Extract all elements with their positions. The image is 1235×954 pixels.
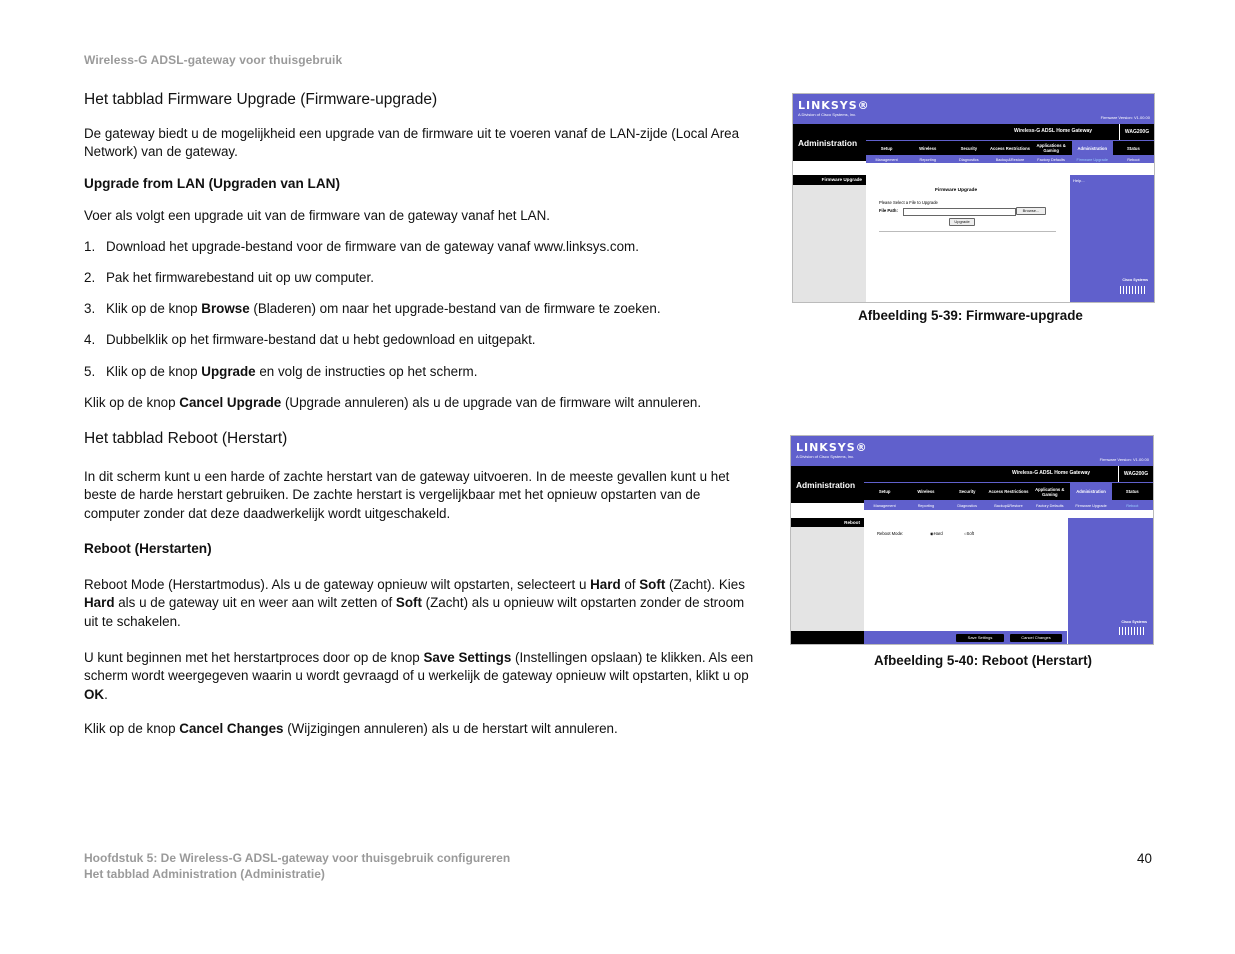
main-tabs <box>866 141 1154 155</box>
linksys-logo: LINKSYS® <box>798 99 870 112</box>
footer-chapter: Hoofdstuk 5: De Wireless-G ADSL-gateway voor thuisgebruik configureren <box>84 851 511 865</box>
side-title: Reboot <box>791 518 864 527</box>
tab-setup[interactable]: Setup <box>878 489 891 494</box>
radio-selected-icon: ◉ <box>930 531 934 536</box>
tab-administration[interactable]: Administration <box>1072 141 1113 155</box>
step-text <box>106 331 536 349</box>
main-panel <box>864 518 1067 631</box>
text: . <box>104 686 108 702</box>
bold-text: Save Settings <box>423 650 512 665</box>
model-number: WAG200G <box>1119 124 1154 140</box>
reboot-mode-paragraph <box>84 576 759 631</box>
reboot-intro-text: In dit scherm kunt u een harde of zachte herstart van de gateway uitvoeren. In de meeste gevallen kunt u het beste de harde herstart gebruiken. De zachte herstart is vergelijkbaar met het opnieuw opstarten van de computer zonder dat deze daadwerkelijk wordt uitgeschakeld. <box>84 469 730 521</box>
subtab-reporting[interactable]: Reporting <box>919 157 936 162</box>
product-bar <box>866 124 1154 140</box>
spacer <box>793 163 1154 175</box>
reboot-subheading: Reboot (Herstarten) <box>84 541 212 556</box>
reboot-screenshot <box>790 435 1154 645</box>
cisco-logo: Cisco Systems <box>1121 620 1147 624</box>
cisco-logo: Cisco Systems <box>1122 278 1148 282</box>
subtab-backup-restore[interactable]: Backup&Restore <box>994 503 1023 508</box>
firmware-intro-text: De gateway biedt u de mogelijkheid een upgrade van de firmware uit te voeren vanaf de LAN-zijde (Local Area Network) van de gateway. <box>84 126 740 160</box>
step-text-pre: Download het upgrade-bestand voor de firmware van de gateway vanaf www.linksys.com. <box>106 239 639 254</box>
main-tabs <box>864 483 1153 500</box>
subtab-reboot[interactable]: Reboot <box>1126 503 1139 508</box>
file-path-input[interactable] <box>903 208 1016 216</box>
tab-security[interactable]: Security <box>958 489 976 494</box>
hard-radio[interactable] <box>930 531 943 536</box>
reboot-start-paragraph <box>84 649 759 704</box>
browse-button[interactable]: Browse... <box>1016 207 1046 215</box>
upgrade-button[interactable]: Upgrade <box>949 218 975 226</box>
tab-setup[interactable]: Setup <box>880 145 893 151</box>
side-panel <box>793 185 866 302</box>
cancel-changes-note <box>84 720 759 738</box>
sub-tabs <box>864 501 1153 510</box>
step-text-pre: Klik op de knop <box>106 364 202 379</box>
firmware-subheading: Upgrade from LAN (Upgraden van LAN) <box>84 176 341 191</box>
step-number: 5. <box>84 364 96 379</box>
reboot-intro <box>84 468 759 523</box>
step-text <box>106 363 477 381</box>
firmware-intro <box>84 125 759 162</box>
step-text-bold: Browse <box>201 301 250 316</box>
panel-title: Firmware Upgrade <box>935 188 978 193</box>
side-panel <box>791 527 864 631</box>
cisco-bars-icon <box>1119 627 1145 635</box>
reboot-mode-label: Reboot Mode: <box>877 531 904 536</box>
footer-section: Het tabblad Administration (Administratie) <box>84 867 325 881</box>
tab-applications-gaming[interactable]: Applications & Gaming <box>1035 486 1065 497</box>
bold-text: Hard <box>590 577 621 592</box>
file-path-label: File Path: <box>879 208 898 213</box>
step-number: 3. <box>84 301 96 316</box>
tab-wireless[interactable]: Wireless <box>919 145 937 151</box>
text: Reboot Mode (Herstartmodus). Als u de gateway opnieuw wilt opstarten, selecteert u <box>84 577 591 592</box>
model-number: WAG200G <box>1118 466 1153 482</box>
firmware-upgrade-screenshot <box>792 93 1155 303</box>
radio-empty-icon: ○ <box>964 531 967 536</box>
firmware-version: Firmware Version: V1.00.00 <box>1100 115 1150 120</box>
tab-status[interactable]: Status <box>1127 145 1140 151</box>
figure-caption: Afbeelding 5-39: Firmware-upgrade <box>858 308 1083 323</box>
tab-access-restrictions[interactable]: Access Restrictions <box>989 145 1031 151</box>
step-number: 2. <box>84 270 96 285</box>
product-name: Wireless-G ADSL Home Gateway <box>1012 470 1091 476</box>
admin-section-label: Administration <box>791 466 864 503</box>
tab-status[interactable]: Status <box>1125 489 1139 494</box>
divider <box>879 231 1056 232</box>
step-text <box>106 238 639 256</box>
section-reboot-title: Het tabblad Reboot (Herstart) <box>84 430 288 447</box>
cisco-bars-icon <box>1120 286 1146 294</box>
text: als u de gateway uit en weer aan wilt zetten of <box>114 595 396 611</box>
firmware-lead: Voer als volgt een upgrade uit van de firmware van de gateway vanaf het LAN. <box>84 208 550 223</box>
figure-caption: Afbeelding 5-40: Reboot (Herstart) <box>874 653 1092 668</box>
tab-security[interactable]: Security <box>960 145 978 151</box>
bold-text: OK <box>84 686 105 702</box>
text: of <box>620 577 640 592</box>
bold-text: Soft <box>395 595 422 611</box>
step-text-post: en volg de instructies op het scherm. <box>255 364 478 379</box>
subtab-factory-defaults[interactable]: Factory Defaults <box>1035 503 1064 508</box>
tab-administration[interactable]: Administration <box>1070 483 1111 500</box>
running-header: Wireless-G ADSL-gateway voor thuisgebruik <box>84 53 343 67</box>
side-footer <box>791 631 864 644</box>
subtab-management[interactable]: Management <box>873 503 896 508</box>
subtab-firmware-upgrade[interactable]: Firmware Upgrade <box>1076 157 1108 162</box>
spacer <box>791 510 1153 518</box>
save-settings-button[interactable]: Save Settings <box>956 634 1004 642</box>
product-name: Wireless-G ADSL Home Gateway <box>1014 128 1093 134</box>
text: (Zacht) als u opnieuw wilt opstarten zonder de stroom uit te schakelen. <box>84 595 745 629</box>
note-bold: Cancel Upgrade <box>179 395 282 410</box>
tab-applications-gaming[interactable]: Applications & Gaming <box>1036 143 1066 153</box>
soft-label: Soft <box>966 531 974 536</box>
step-text-pre: Klik op de knop <box>106 301 202 316</box>
note-pre: Klik op de knop <box>84 395 180 410</box>
step-text-bold: Upgrade <box>201 364 256 379</box>
bold-text: Cancel Changes <box>179 721 284 736</box>
cancel-changes-button[interactable]: Cancel Changes <box>1010 634 1062 642</box>
step-text <box>106 300 661 318</box>
linksys-tagline: A Division of Cisco Systems, Inc. <box>798 112 857 117</box>
help-panel <box>1068 518 1153 644</box>
product-bar <box>864 466 1153 482</box>
step-number: 1. <box>84 239 96 254</box>
bold-text: Hard <box>84 595 115 611</box>
subtab-reporting[interactable]: Reporting <box>917 503 935 508</box>
firmware-version: Firmware Version: V1.00.00 <box>1099 457 1149 462</box>
text: (Zacht). Kies <box>665 577 745 592</box>
subtab-management[interactable]: Management <box>875 157 898 162</box>
step-text-pre: Dubbelklik op het firmware-bestand dat u hebt gedownload en uitgepakt. <box>106 332 536 347</box>
subtab-factory-defaults[interactable]: Factory Defaults <box>1037 157 1065 162</box>
tab-access-restrictions[interactable]: Access Restrictions <box>988 489 1029 494</box>
text: Klik op de knop <box>84 721 180 736</box>
hard-label: Hard <box>933 531 943 536</box>
text: (Instellingen opslaan) te klikken. Als een scherm wordt weergegeven waarin u wordt gevraagd of u werkelijk de gateway opnieuw wilt opstarten, klikt u op <box>84 650 754 684</box>
sub-tabs <box>866 156 1154 163</box>
action-bar <box>864 631 1067 644</box>
step-number: 4. <box>84 332 96 347</box>
linksys-tagline: A Division of Cisco Systems, Inc. <box>796 454 855 459</box>
subtab-diagnostics[interactable]: Diagnostics <box>957 503 978 508</box>
cancel-upgrade-note <box>84 394 759 412</box>
note-post: (Upgrade annuleren) als u de upgrade van de firmware wilt annuleren. <box>281 395 702 410</box>
main-panel <box>866 175 1069 302</box>
select-file-label: Please Select a File to Upgrade <box>879 200 938 205</box>
page-number: 40 <box>1137 851 1152 866</box>
text: (Wijzigingen annuleren) als u de herstart wilt annuleren. <box>283 721 618 736</box>
step-text-post: (Bladeren) om naar het upgrade-bestand van de firmware te zoeken. <box>249 301 661 316</box>
text: U kunt beginnen met het herstartproces door op de knop <box>84 650 424 665</box>
subtab-firmware-upgrade[interactable]: Firmware Upgrade <box>1075 503 1107 508</box>
soft-radio[interactable] <box>964 531 974 536</box>
step-text <box>106 269 374 287</box>
step-text-pre: Pak het firmwarebestand uit op uw computer. <box>106 270 374 285</box>
help-panel <box>1070 175 1154 302</box>
tab-wireless[interactable]: Wireless <box>917 489 935 494</box>
bold-text: Soft <box>639 577 666 592</box>
subtab-diagnostics[interactable]: Diagnostics <box>959 157 979 162</box>
help-link[interactable]: Help... <box>1073 178 1085 183</box>
subtab-backup-restore[interactable]: Backup&Restore <box>995 157 1025 162</box>
section-firmware-title: Het tabblad Firmware Upgrade (Firmware-upgrade) <box>84 91 438 108</box>
linksys-logo: LINKSYS® <box>796 441 868 454</box>
side-title: Firmware Upgrade <box>793 175 866 185</box>
subtab-reboot[interactable]: Reboot <box>1127 157 1140 162</box>
admin-section-label: Administration <box>793 124 866 161</box>
